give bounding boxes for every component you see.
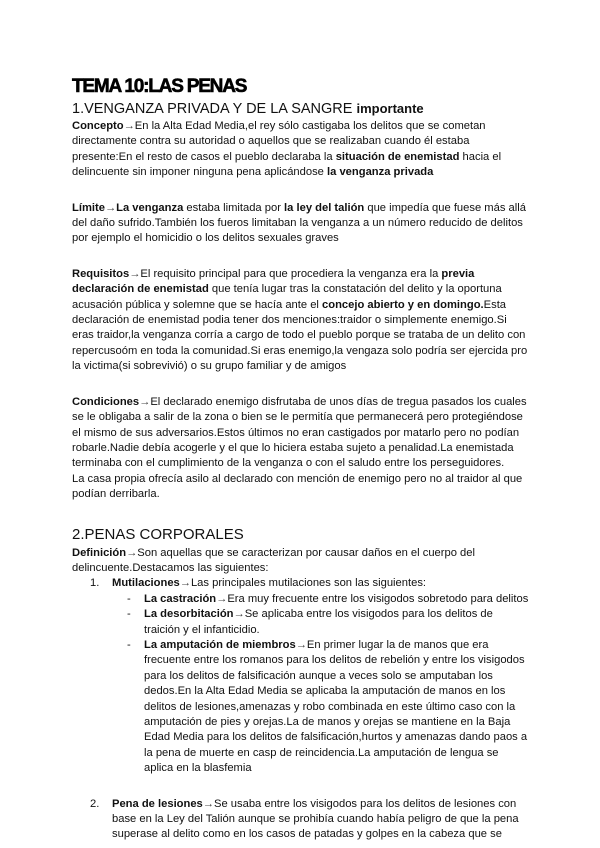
concepto-text-2: hacia el delincuente sin imponer ninguna pena aplicándose [72, 150, 502, 179]
concepto-paragraph [72, 119, 530, 181]
concepto-label: Concepto [72, 120, 124, 132]
sub-item-label: La castración [144, 592, 217, 605]
sub-item-text: Era muy frecuente entre los visigodos sobretodo para delitos [227, 592, 529, 605]
definicion-text: Son aquellas que se caracterizan por causar daños en el cuerpo del delincuente.Destacamos las siguientes: [72, 546, 475, 574]
section-1-heading-tag: importante [356, 101, 424, 116]
sub-list [112, 592, 530, 777]
limite-label: Límite [72, 201, 105, 214]
requisitos-bold-1: previa declaración de enemistad [72, 267, 475, 296]
requisitos-paragraph [72, 267, 530, 375]
dash-bullet: - [127, 638, 131, 651]
sub-list-item [127, 592, 530, 607]
dash-bullet: - [127, 608, 131, 621]
section-1-heading-text: 1.VENGANZA PRIVADA Y DE LA SANGRE [72, 101, 353, 117]
requisitos-bold-2: concejo abierto y en domingo. [322, 298, 484, 311]
concepto-bold-1: situación de enemistad [335, 150, 460, 163]
sub-list-item [127, 607, 530, 638]
arrow-icon: → [104, 201, 117, 214]
dash-bullet: - [127, 592, 131, 605]
list-item-text: Se usaba entre los visigodos para los delitos de lesiones con base en la Ley del Talión aunque se prohibía cuando había peligro de que la pena superase al delito como en los casos de patadas y golpes en la cabeza que se [112, 797, 519, 841]
requisitos-label: Requisitos [72, 267, 130, 280]
arrow-icon: → [139, 395, 151, 408]
sub-list-item [127, 638, 530, 777]
section-2-heading: 2.PENAS CORPORALES [72, 525, 244, 543]
arrow-icon: → [123, 120, 135, 132]
sub-item-label: La amputación de miembros [144, 638, 296, 651]
condiciones-paragraph-2: La casa propia ofrecía asilo al declarado con mención de enemigo pero no al traidor al que podían derribarla. [72, 472, 523, 501]
arrow-icon: → [233, 608, 245, 621]
limite-bold-0: La venganza [116, 201, 184, 214]
concepto-bold-2: la venganza privada [327, 166, 434, 179]
arrow-icon: → [126, 546, 138, 559]
arrow-icon: → [216, 592, 228, 605]
definicion-label: Definición [72, 546, 127, 559]
condiciones-text-1: El declarado enemigo disfrutaba de unos días de tregua pasados los cuales se le obligaba a salir de la zona o bien se le permitía que permanecerá pero protegiéndose el mismo de sus adversarios.Estos últimos no eran castigados por matarlo pero no podían robarle.Nadie debía acogerle y el que lo hiciera estaba sujeto a penalidad.La enemistada terminaba con el cumplimiento de la venganza o con el saludo entre los perseguidores. [72, 395, 527, 470]
section-1-heading [72, 99, 530, 119]
condiciones-label: Condiciones [72, 395, 140, 408]
sub-item-text: Se aplicaba entre los visigodos para los delitos de traición y el infanticidio. [144, 608, 493, 636]
arrow-icon: → [179, 577, 191, 590]
requisitos-text-1: El requisito principal para que procediera la venganza era la [140, 267, 442, 280]
list-item [90, 797, 530, 843]
arrow-icon: → [129, 267, 141, 280]
definicion-paragraph [72, 546, 530, 577]
list-item-number: 1. [90, 577, 100, 590]
limite-text-1: estaba limitada por [183, 201, 285, 214]
limite-bold-1: la ley del talión [284, 201, 365, 214]
sub-item-text: En primer lugar la de manos que era frecuente entre los romanos para los delitos de rebelión y entre los visigodos para los delitos de falsificación aunque a veces solo se amputaban los dedos.En la Alta Edad Media se aplicaba la amputación de manos en los delitos de lesiones,amenazas y robo combinada en este último caso con la amputación de pies y orejas.La de manos y orejas se mantiene en la Baja Edad Media para los delitos de falsificación,hurtos y amenazas dando paos a la pena de muerte en casp de reincidencia.La amputación de lengua se aplica en la blasfemia [144, 638, 528, 775]
penas-list [72, 576, 530, 843]
limite-paragraph [72, 201, 530, 247]
requisitos-text-3: Esta declaración de enemistad podia tener dos menciones:traidor o simplemente enemigo.Si eras traidor,la venganza corría a cargo de todo el pueblo porque se trataba de un delito con repercusoóm en toda la comunidad.Si eras enemigo,la vengaza solo podría ser ejercida pro la victima(si sobrevivió) o su grupo familiar y de amigos [72, 298, 528, 373]
list-item-label: Mutilaciones [112, 577, 180, 590]
document-title: TEMA 10:LAS PENAS [72, 76, 247, 97]
requisitos-text-2: que tenía lugar tras la constatación del delito y la oportuna acusación pública y solemne que se hacía ante el [72, 283, 502, 311]
sub-item-label: La desorbitación [144, 608, 234, 621]
list-item [90, 576, 530, 776]
arrow-icon: → [202, 797, 214, 810]
list-item-text: Las principales mutilaciones son las siguientes: [190, 577, 427, 590]
arrow-icon: → [295, 638, 307, 651]
condiciones-paragraph [72, 395, 530, 472]
list-item-number: 2. [90, 797, 100, 810]
limite-text-2: que impedía que fuese más allá del daño sufrido.También los fueros limitaban la venganza a un número reducido de delitos por ejemplo el homicidio o los delitos sexuales graves [72, 201, 526, 245]
concepto-text-1: En la Alta Edad Media,el rey sólo castigaba los delitos que se cometan directamente contra su autoridad o aquellos que se realizaban cuando él estaba presente:En el resto de casos el pueblo declaraba la [72, 120, 486, 163]
list-item-label: Pena de lesiones [112, 797, 203, 810]
